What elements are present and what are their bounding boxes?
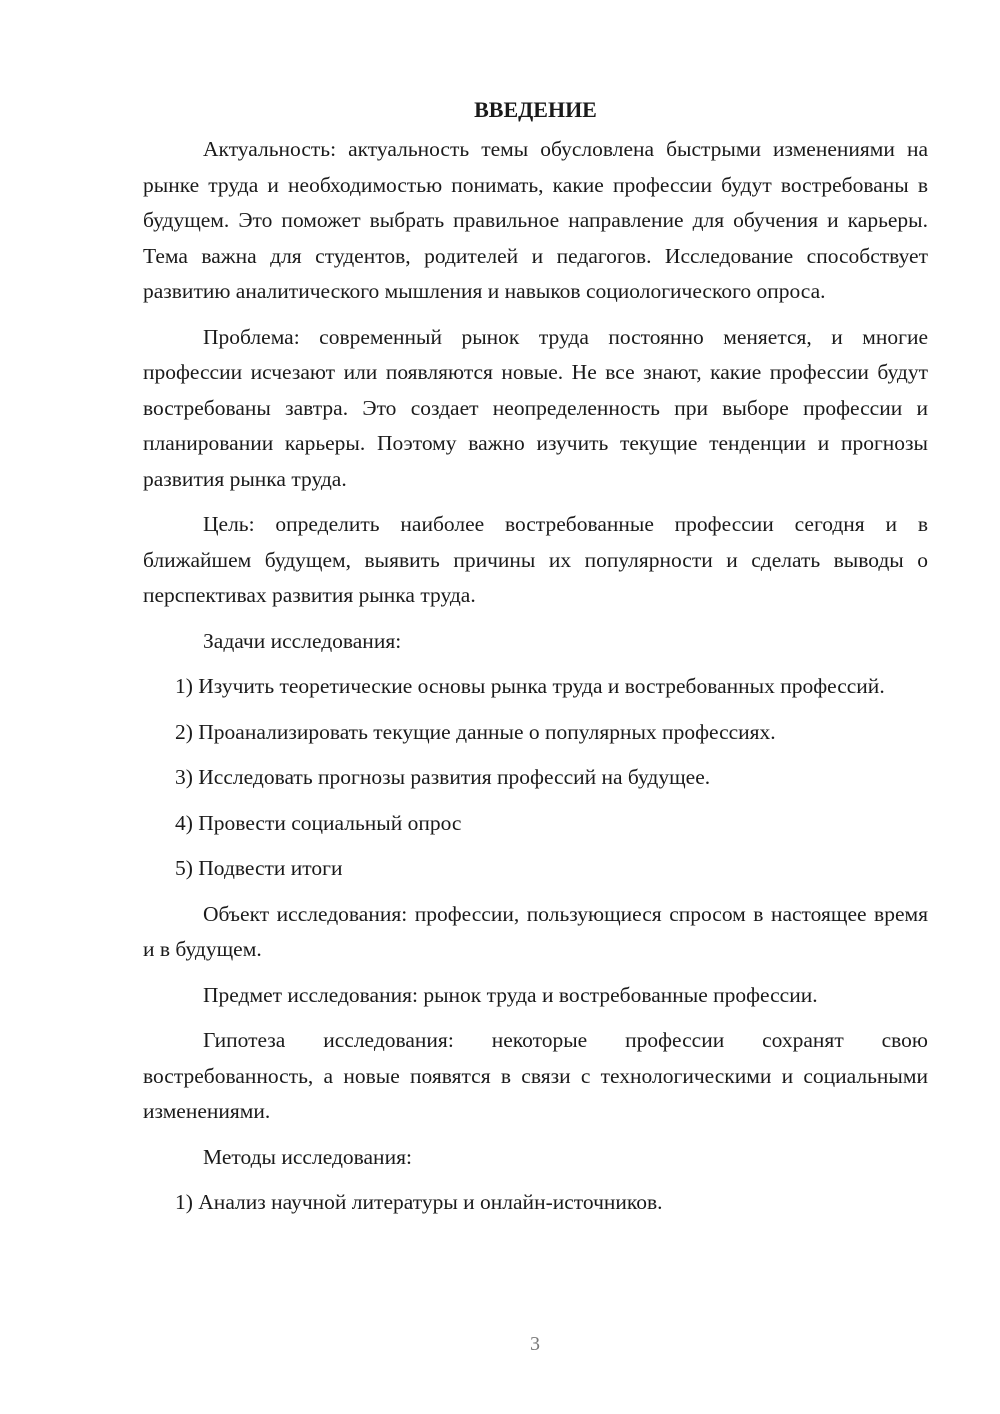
document-title: ВВЕДЕНИЕ [474, 97, 597, 122]
task-item-1: 1) Изучить теоретические основы рынка труда и востребованных профессий. [175, 674, 885, 698]
problem-paragraph: Проблема: современный рынок труда постоянно меняется, и многие профессии исчезают или появляются новые. Не все знают, какие профессии будут востребованы завтра. Это создает неопределенность при выборе профессии и планировании карьеры. Поэтому важно изучить текущие тенденции и прогнозы развития рынка труда. [143, 324, 928, 491]
goal-paragraph: Цель: определить наиболее востребованные профессии сегодня и в ближайшем будущем, выявить причины их популярности и сделать выводы о перспективах развития рынка труда. [143, 512, 928, 607]
subject-paragraph: Предмет исследования: рынок труда и востребованные профессии. [203, 982, 818, 1007]
page-number: 3 [530, 1333, 540, 1355]
method-item-1: 1) Анализ научной литературы и онлайн-источников. [175, 1190, 663, 1214]
tasks-heading: Задачи исследования: [203, 628, 402, 653]
document-page [143, 92, 928, 1231]
task-item-2: 2) Проанализировать текущие данные о популярных профессиях. [175, 719, 776, 744]
task-item-5: 5) Подвести итоги [175, 856, 343, 880]
task-item-4: 4) Провести социальный опрос [175, 810, 462, 835]
task-item-3: 3) Исследовать прогнозы развития профессий на будущее. [175, 765, 711, 789]
object-paragraph: Объект исследования: профессии, пользующиеся спросом в настоящее время и в будущем. [143, 901, 928, 961]
relevance-paragraph: Актуальность: актуальность темы обусловлена быстрыми изменениями на рынке труда и необходимостью понимать, какие профессии будут востребованы в будущем. Это поможет выбрать правильное направление для обучения и карьеры. Тема важна для студентов, родителей и педагогов. Исследование способствует развитию аналитического мышления и навыков социологического опроса. [143, 137, 928, 303]
hypothesis-paragraph: Гипотеза исследования: некоторые профессии сохранят свою востребованность, а новые появятся в связи с технологическими и социальными изменениями. [143, 1028, 928, 1123]
methods-heading: Методы исследования: [203, 1144, 412, 1169]
